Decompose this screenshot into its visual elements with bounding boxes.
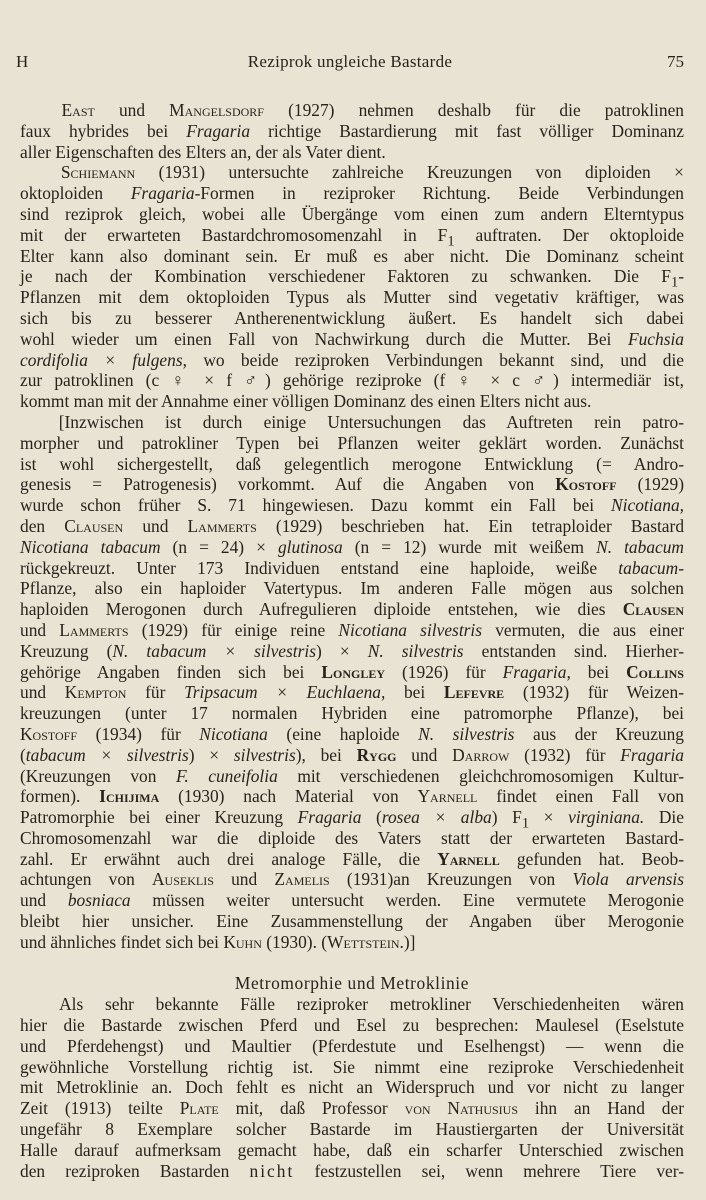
- text-line: ungefähr 8 Exemplare solcher Bastarde im Haustiergarten der Universität: [20, 1119, 684, 1140]
- text-line: ist wohl sichergestellt, daß gelegentlich merogone Entwicklung (= Andro-: [20, 453, 684, 474]
- text-line: Als sehr bekannte Fälle reziproker metrokliner Verschiedenheiten wären: [20, 994, 684, 1015]
- text-line: aller Eigenschaften des Elters an, der als Vater dient.: [20, 141, 386, 162]
- text-line: Schiemann (1931) untersuchte zahlreiche Kreuzungen von diploiden ×: [60, 162, 684, 183]
- text-line: den reziproken Bastarden nicht festzustellen sei, wenn mehrere Tiere ver-: [20, 1160, 684, 1181]
- text-line: haploiden Merogonen durch Aufregulieren diploide entstehen, wie dies Clausen: [20, 599, 684, 620]
- text-line: rückgekreuzt. Unter 173 Individuen entstand eine haploide, weiße tabacum-: [20, 557, 684, 578]
- text-line: und Pferdehengst) und Maultier (Pferdestute und Eselhengst) — wenn die: [20, 1035, 684, 1056]
- running-header: [16, 52, 684, 76]
- text-line: achtungen von Auseklis und Zamelis (1931)an Kreuzungen von Viola arvensis: [20, 869, 685, 890]
- page-number: 75: [667, 52, 684, 71]
- text-line: wurde schon früher S. 71 hingewiesen. Dazu kommt ein Fall bei Nicotiana,: [20, 495, 684, 516]
- text-line: mit der erwarteten Bastardchromosomenzahl in $F_1$ auftraten. Der oktoploide: [20, 224, 684, 250]
- text-line: Chromosomenzahl war die diploide des Vaters statt der erwarteten Bastard-: [20, 827, 684, 848]
- text-line: mit Metroklinie an. Doch fehlt es nicht an Widerspruch und vor nicht zu langer: [20, 1077, 684, 1098]
- section-heading: Metromorphie und Metroklinie: [234, 973, 470, 994]
- text-line: Halle darauf aufmerksam gemacht habe, daß ein scharfer Unterschied zwischen: [20, 1139, 684, 1160]
- text-line: sich bis zu besserer Antherenentwicklung äußert. Es handelt sich dabei: [20, 307, 684, 328]
- text-line: je nach der Kombination verschiedener Faktoren zu schwanken. Die $F_1-$: [20, 266, 684, 291]
- text-line: Zeit (1913) teilte Plate mit, daß Professor von Nathusius ihn an Hand der: [20, 1098, 684, 1119]
- text-line: kommt man mit der Annahme einer völligen Dominanz des einen Elters nicht aus.: [20, 391, 592, 412]
- text-line: wohl wieder um einen Fall von Nachwirkung durch die Mutter. Bei Fuchsia: [20, 328, 684, 349]
- text-line: morpher und patrokliner Typen bei Pflanzen weiter geklärt worden. Zunächst: [20, 432, 684, 453]
- text-line: genesis = Patrogenesis) vorkommt. Auf die Angaben von Kostoff (1929): [20, 474, 684, 495]
- text-line: oktoploiden Fragaria-Formen in reziproker Richtung. Beide Verbindungen: [20, 183, 684, 204]
- text-line: sind reziprok gleich, wobei alle Übergänge vom einen zum andern Elterntypus: [20, 203, 684, 224]
- text-line: [20, 953, 684, 974]
- text-line: und Lammerts (1929) für einige reine Nicotiana silvestris vermuten, die aus einer: [20, 619, 684, 640]
- text-line: Kostoff (1934) für Nicotiana (eine haploide N. silvestris aus der Kreuzung: [20, 723, 685, 744]
- running-title: Reziprok ungleiche Bastarde: [247, 52, 453, 71]
- text-line: cordifolia × fulgens, wo beide reziproken Verbindungen bekannt sind, und die: [20, 349, 684, 370]
- body-text: [20, 100, 684, 1181]
- section-letter: H: [16, 52, 29, 71]
- text-line: (Kreuzungen von F. cuneifolia mit verschiedenen gleichchromosomigen Kultur-: [20, 765, 685, 786]
- text-line: East und Mangelsdorf (1927) nehmen deshalb für die patroklinen: [61, 100, 684, 120]
- text-line: [Inzwischen ist durch einige Untersuchungen das Auftreten rein patro-: [20, 411, 684, 432]
- text-line: den Clausen und Lammerts (1929) beschrieben hat. Ein tetraploider Bastard: [20, 515, 685, 536]
- text-line: Pflanzen mit dem oktoploiden Typus als Mutter sind vegetativ kräftiger, was: [20, 287, 684, 308]
- text-line: und Kempton für Tripsacum × Euchlaena, bei Lefevre (1932) für Weizen-: [20, 682, 685, 703]
- text-line: Pflanze, also ein haploider Vatertypus. Im anderen Falle mögen aus solchen: [20, 578, 684, 599]
- text-line: und bosniaca müssen weiter untersucht werden. Eine vermutete Merogonie: [20, 890, 684, 911]
- text-line: kreuzungen (unter 17 normalen Hybriden eine patromorphe Pflanze), bei: [20, 703, 684, 724]
- text-line: formen). Ichijima (1930) nach Material von Yarnell findet einen Fall von: [20, 786, 684, 807]
- text-line: gewöhnliche Vorstellung richtig ist. Sie nimmt eine reziproke Verschiedenheit: [20, 1056, 684, 1077]
- text-line: hier die Bastarde zwischen Pferd und Esel zu besprechen: Maulesel (Eselstute: [20, 1015, 684, 1036]
- text-line: bleibt hier unsicher. Eine Zusammenstellung der Angaben über Merogonie: [20, 911, 684, 932]
- text-line: (tabacum × silvestris) × silvestris), bei Rygg und Darrow (1932) für Fragaria: [20, 744, 685, 765]
- text-line: gehörige Angaben finden sich bei Longley (1926) für Fragaria, bei Collins: [20, 661, 684, 682]
- text-line: faux hybrides bei Fragaria richtige Bastardierung mit fast völliger Dominanz: [20, 120, 684, 141]
- text-line: zahl. Er erwähnt auch drei analoge Fälle, die Yarnell gefunden hat. Beob-: [20, 848, 684, 869]
- text-line: Kreuzung (N. tabacum × silvestris) × N. silvestris entstanden sind. Hierher-: [20, 640, 684, 661]
- text-line: und ähnliches findet sich bei Kuhn (1930). (Wettstein.)]: [20, 931, 416, 952]
- text-line: Elter kann also dominant sein. Er muß es aber nicht. Die Dominanz scheint: [20, 245, 684, 266]
- text-line: zur patroklinen (c ♀ × f ♂) gehörige reziproke (f ♀ × c ♂) intermediär ist,: [20, 370, 684, 391]
- text-line: Nicotiana tabacum (n = 24) × glutinosa (n = 12) wurde mit weißem N. tabacum: [20, 536, 684, 557]
- text-line: Patromorphie bei einer Kreuzung Fragaria (rosea × alba) $F_1$ × virginiana. Die: [20, 807, 684, 832]
